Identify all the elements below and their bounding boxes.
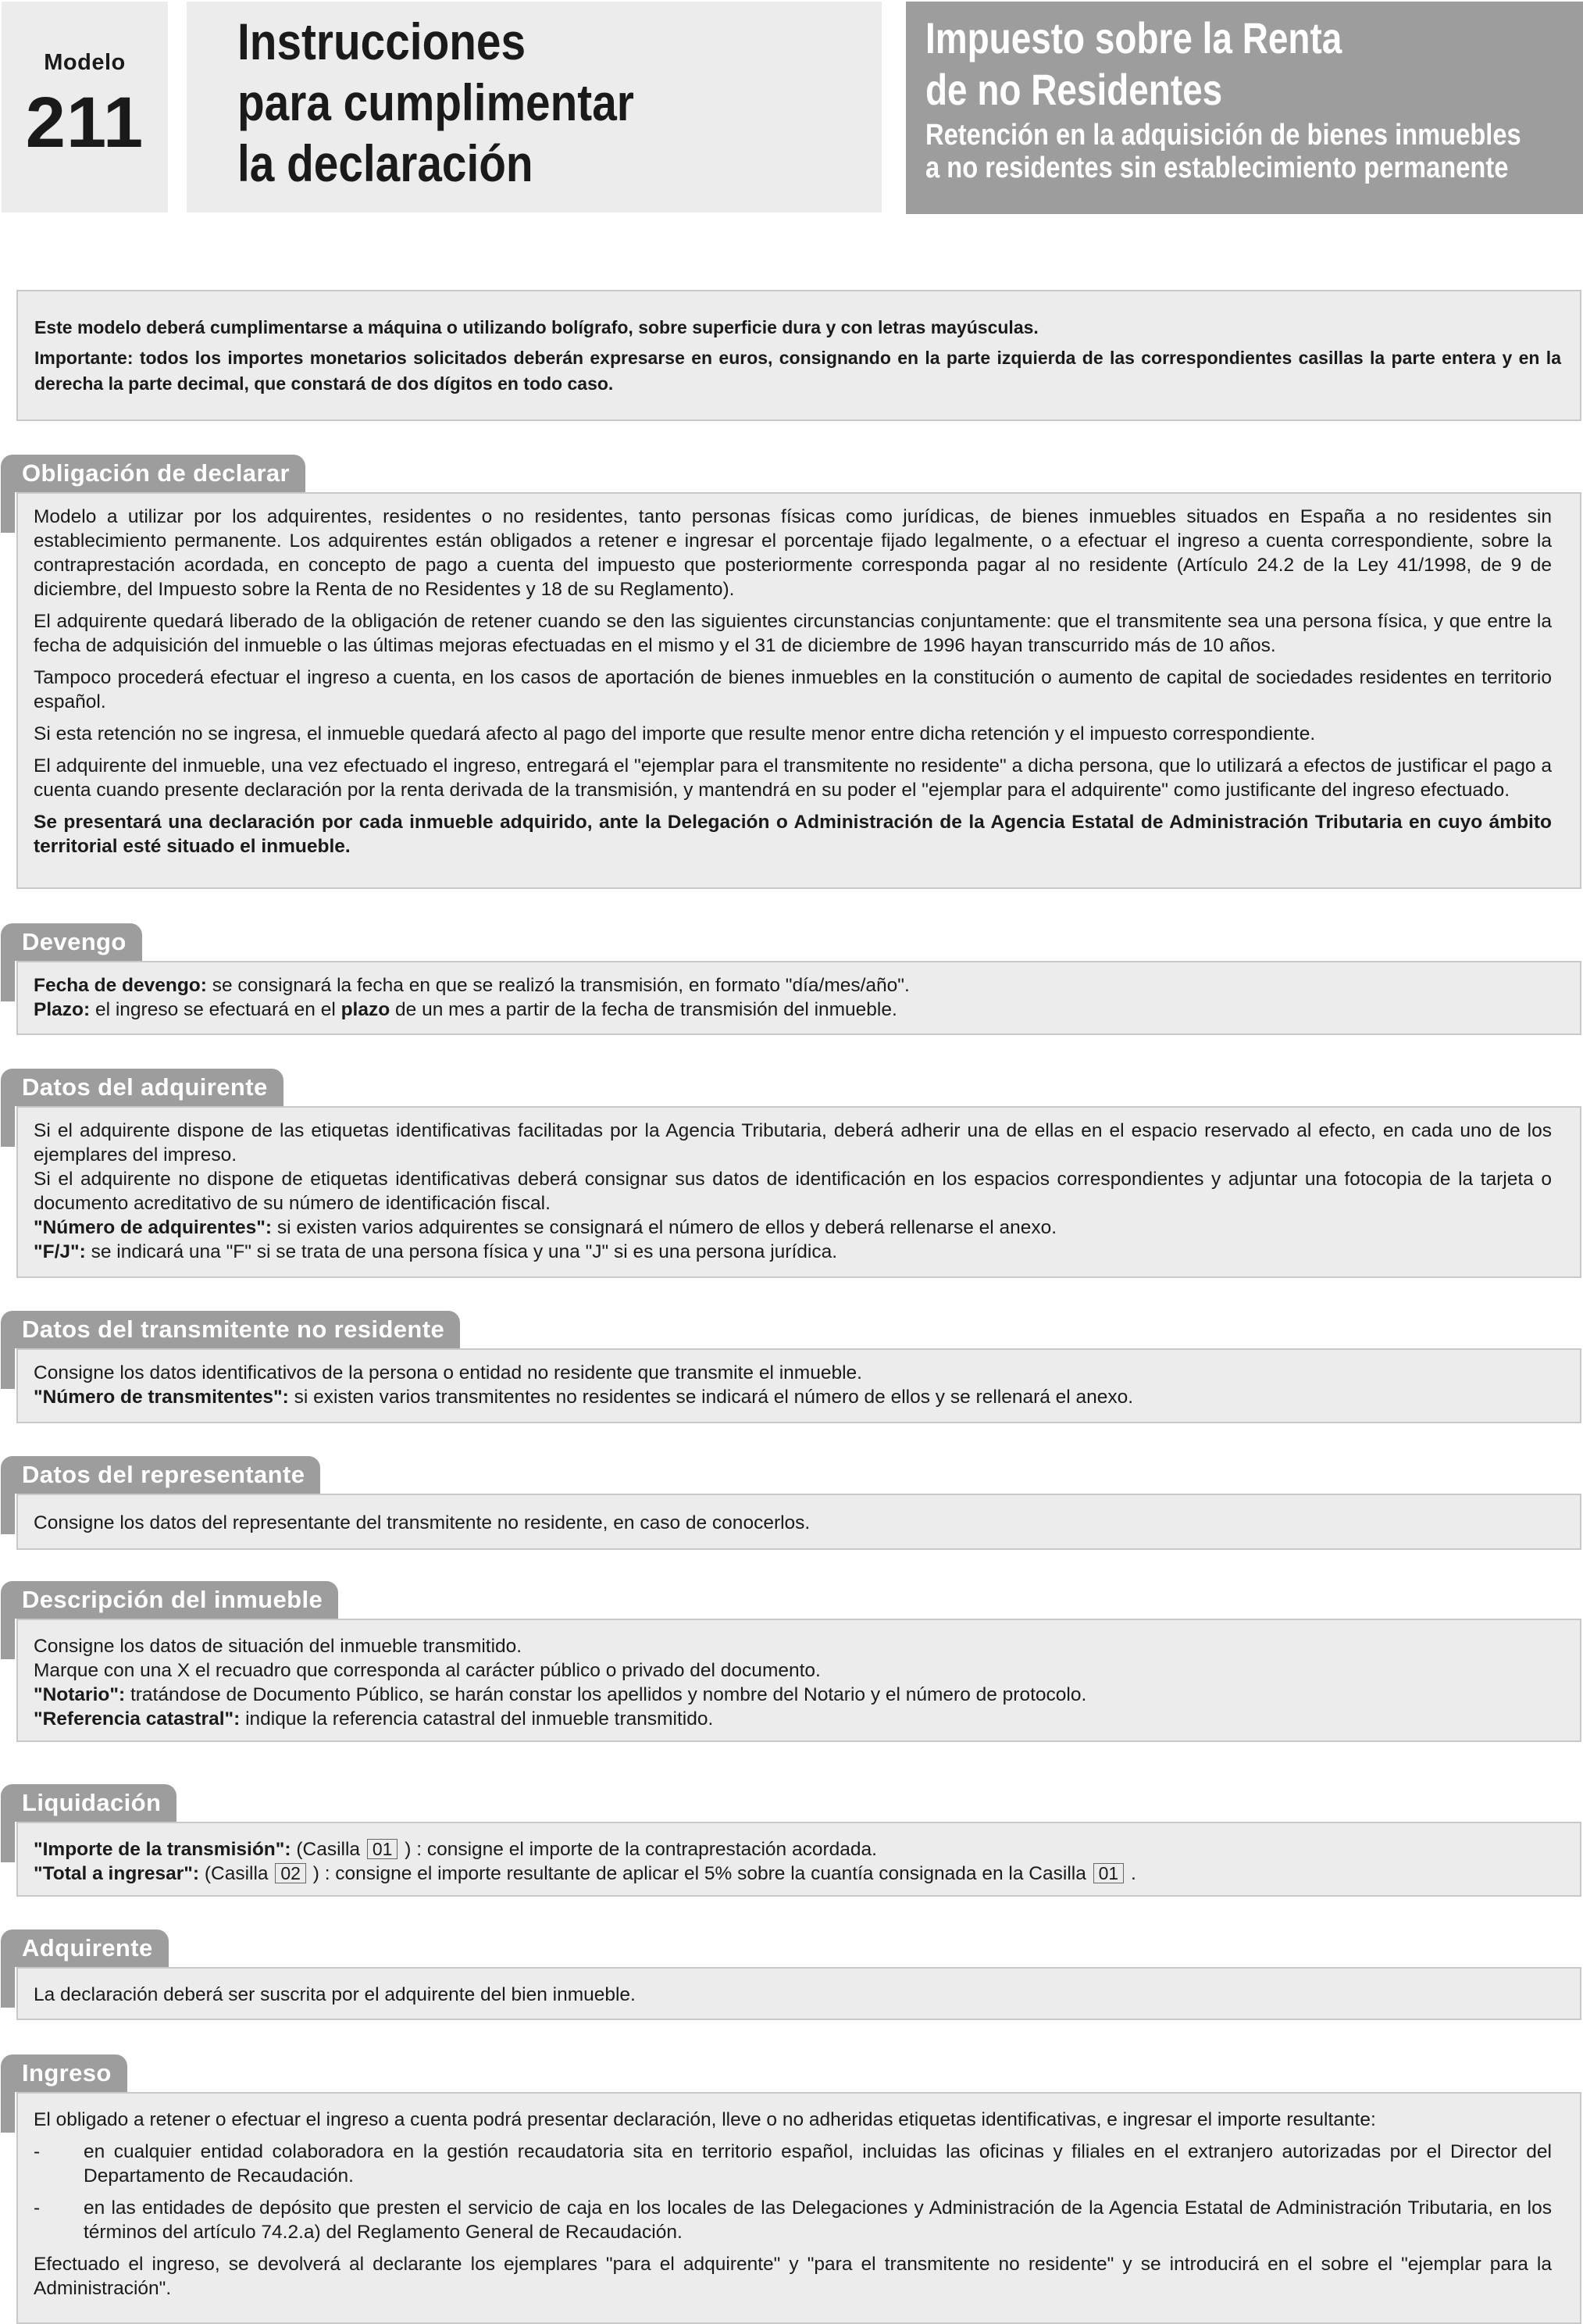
section-body-transmitente	[16, 1348, 1581, 1423]
devengo-plazo-line	[34, 998, 1552, 1022]
inmueble-paragraph-1: Consigne los datos de situación del inmueble transmitido.	[34, 1636, 522, 1657]
ingreso-list-item-1	[34, 2140, 1552, 2188]
section-title-liquidacion: Liquidación	[1, 1784, 176, 1822]
section-title-obligacion: Obligación de declarar	[1, 455, 305, 492]
liquidacion-total-pre: (Casilla	[199, 1863, 274, 1884]
liquidacion-importe-post: ) : consigne el importe de la contraprestación acordada.	[399, 1839, 877, 1860]
section-title-inmueble: Descripción del inmueble	[1, 1581, 338, 1619]
instructions-title-line-1: Instrucciones	[237, 12, 526, 70]
liquidacion-total-label: "Total a ingresar":	[34, 1863, 200, 1884]
section-body-ingreso	[16, 2092, 1581, 2324]
section-spine	[1, 2086, 15, 2133]
obligacion-paragraph-1: Modelo a utilizar por los adquirentes, residentes o no residentes, tanto personas físicas como jurídicas, de bienes inmuebles situados en España a no residentes sin establecimiento permanente. Los adquirentes están obligados a retener e ingresar el porcentaje fijado legalmente, o a efectuar el ingreso a cuenta correspondiente, sobre la contraprestación acordada, en concepto de pago a cuenta del impuesto que posteriormente corresponda pagar al no residente (Artículo 24.2 de la Ley 41/1998, de 9 de diciembre, del Impuesto sobre la Renta de no Residentes y 18 de su Reglamento).	[34, 506, 1552, 600]
adquirente-fj-line	[34, 1240, 1552, 1264]
obligacion-paragraph-4: Si esta retención no se ingresa, el inmueble quedará afecto al pago del importe que resulte menor entre dicha retención y el impuesto correspondiente.	[34, 723, 1316, 744]
liquidacion-importe-label: "Importe de la transmisión":	[34, 1839, 291, 1860]
obligacion-paragraph-3: Tampoco procederá efectuar el ingreso a cuenta, en los casos de aportación de bienes inmuebles en la constitución o aumento de capital de sociedades residentes en territorio español.	[34, 667, 1552, 712]
section-title-devengo: Devengo	[1, 923, 142, 961]
section-body-inmueble	[16, 1619, 1581, 1742]
casilla-01-box: 01	[367, 1839, 398, 1859]
transmitente-numero-line	[34, 1385, 1552, 1409]
adquirente-numero-line	[34, 1216, 1552, 1240]
note-paragraph-1: Este modelo deberá cumplimentarse a máquina o utilizando bolígrafo, sobre superficie dura y con letras mayúsculas.	[34, 317, 1039, 337]
section-body-adquirente-firma	[16, 1967, 1581, 2020]
tax-subtitle-line-2: a no residentes sin establecimiento permanente	[925, 152, 1509, 184]
section-spine	[1, 1100, 15, 1147]
ingreso-list-item-2	[34, 2196, 1552, 2244]
transmitente-paragraph-1: Consigne los datos identificativos de la persona o entidad no residente que transmite el inmueble.	[34, 1362, 862, 1383]
devengo-fecha-line	[34, 973, 1552, 998]
inmueble-notario-label: "Notario":	[34, 1684, 126, 1705]
devengo-plazo-label: Plazo:	[34, 999, 91, 1020]
inmueble-notario-line	[34, 1683, 1552, 1707]
section-body-obligacion	[16, 492, 1581, 889]
devengo-fecha-label: Fecha de devengo:	[34, 975, 207, 996]
tax-title-line-2: de no Residentes	[925, 65, 1223, 114]
transmitente-numero-text: si existen varios transmitentes no residentes se indicará el número de ellos y se rellenará el anexo.	[288, 1387, 1134, 1408]
section-spine	[1, 1342, 15, 1389]
section-spine	[1, 1612, 15, 1659]
section-body-representante	[16, 1494, 1581, 1550]
ingreso-item-2-text: en las entidades de depósito que presten el servicio de caja en los locales de las Delegaciones y Administración de la Agencia Estatal de Administración Tributaria, en los términos del artículo 74.2.a) del Reglamento General de Recaudación.	[84, 2197, 1552, 2243]
obligacion-paragraph-6: Se presentará una declaración por cada inmueble adquirido, ante la Delegación o Administración de la Agencia Estatal de Administración Tributaria en cuyo ámbito territorial esté situado el inmueble.	[34, 812, 1552, 857]
liquidacion-total-mid: ) : consigne el importe resultante de aplicar el 5% sobre la cuantía consignada en la Casilla	[307, 1863, 1092, 1884]
inmueble-paragraph-2: Marque con una X el recuadro que corresponda al carácter público o privado del documento.	[34, 1660, 821, 1681]
section-title-adquirente-datos: Datos del adquirente	[1, 1069, 283, 1106]
ingreso-closing: Efectuado el ingreso, se devolverá al declarante los ejemplares "para el adquirente" y "para el transmitente no residente" y se introducirá en el sobre el "ejemplar para la Administración".	[34, 2254, 1552, 2299]
section-body-liquidacion	[16, 1822, 1581, 1897]
liquidacion-total-line	[34, 1862, 1552, 1886]
obligacion-paragraph-2: El adquirente quedará liberado de la obligación de retener cuando se den las siguientes circunstancias conjuntamente: que el transmitente sea una persona física, y que entre la fecha de adquisición del inmueble o las últimas mejoras efectuadas en el mismo y el 31 de diciembre de 1996 hayan transcurrido más de 10 años.	[34, 611, 1552, 656]
model-box	[2, 2, 168, 212]
inmueble-referencia-label: "Referencia catastral":	[34, 1708, 241, 1730]
adquirente-numero-text: si existen varios adquirentes se consignará el número de ellos y deberá rellenarse el anexo.	[272, 1217, 1057, 1238]
section-title-transmitente: Datos del transmitente no residente	[1, 1311, 460, 1348]
devengo-plazo-text-a: el ingreso se efectuará en el	[90, 999, 341, 1020]
liquidacion-total-post: .	[1125, 1863, 1136, 1884]
adquirente-datos-paragraph-1: Si el adquirente dispone de las etiquetas identificativas facilitadas por la Agencia Tributaria, deberá adherir una de ellas en el espacio reservado al efecto, en cada uno de los ejemplares del impreso.	[34, 1120, 1552, 1166]
model-number: 211	[25, 83, 144, 162]
inmueble-notario-text: tratándose de Documento Público, se harán constar los apellidos y nombre del Notario y el número de protocolo.	[125, 1684, 1087, 1705]
ingreso-intro: El obligado a retener o efectuar el ingreso a cuenta podrá presentar declaración, lleve o no adheridas etiquetas identificativas, e ingresar el importe resultante:	[34, 2109, 1376, 2130]
adquirente-fj-label: "F/J":	[34, 1241, 86, 1262]
instructions-title-line-3: la declaración	[237, 134, 533, 192]
inmueble-referencia-line	[34, 1707, 1552, 1731]
section-spine	[1, 1487, 15, 1534]
section-spine	[1, 955, 15, 1001]
obligacion-paragraph-5: El adquirente del inmueble, una vez efectuado el ingreso, entregará el "ejemplar para el transmitente no residente" a dicha persona, que lo utilizará a efectos de justificar el pago a cuenta cuando presente declaración por la renta derivada de la transmisión, y mantendrá en su poder el "ejemplar para el adquirente" como justificante del ingreso efectuado.	[34, 755, 1552, 801]
transmitente-numero-label: "Número de transmitentes":	[34, 1387, 289, 1408]
liquidacion-importe-line	[34, 1837, 1552, 1862]
section-title-adquirente-firma: Adquirente	[1, 1930, 169, 1967]
inmueble-referencia-text: indique la referencia catastral del inmueble transmitido.	[240, 1708, 714, 1730]
note-paragraph-2: Importante: todos los importes monetarios solicitados deberán expresarse en euros, consignando en la parte izquierda de las correspondientes casillas la parte entera y en la derecha la parte decimal, que constará de dos dígitos en todo caso.	[34, 348, 1561, 394]
instructions-title-line-2: para cumplimentar	[237, 73, 634, 131]
instructions-title-box	[187, 2, 882, 212]
ingreso-item-1-text: en cualquier entidad colaboradora en la gestión recaudatoria sita en territorio español, incluidas las oficinas y filiales en el extranjero autorizadas por el Director del Departamento de Recaudación.	[84, 2141, 1552, 2187]
casilla-02-box: 02	[275, 1863, 306, 1883]
adquirente-numero-label: "Número de adquirentes":	[34, 1217, 273, 1238]
casilla-01-box-reference: 01	[1093, 1863, 1125, 1883]
section-title-representante: Datos del representante	[1, 1456, 320, 1494]
adquirente-datos-paragraph-2: Si el adquirente no dispone de etiquetas identificativas deberá consignar sus datos de identificación en los espacios correspondientes y adjuntar una fotocopia de la tarjeta o documento acreditativo de su número de identificación fiscal.	[34, 1169, 1552, 1214]
adquirente-fj-text: se indicará una "F" si se trata de una persona física y una "J" si es una persona jurídica.	[85, 1241, 838, 1262]
section-title-ingreso: Ingreso	[1, 2054, 127, 2092]
section-spine	[1, 1815, 15, 1862]
adquirente-firma-paragraph-1: La declaración deberá ser suscrita por el adquirente del bien inmueble.	[34, 1984, 636, 2005]
tax-title-line-1: Impuesto sobre la Renta	[925, 13, 1342, 62]
section-body-adquirente-datos	[16, 1106, 1581, 1278]
section-spine	[1, 486, 15, 533]
important-note-box	[16, 290, 1581, 421]
devengo-fecha-text: se consignará la fecha en que se realizó la transmisión, en formato "día/mes/año".	[206, 975, 910, 996]
devengo-plazo-text-b: de un mes a partir de la fecha de transmisión del inmueble.	[390, 999, 897, 1020]
list-bullet: -	[34, 2141, 41, 2162]
representante-paragraph-1: Consigne los datos del representante del transmitente no residente, en caso de conocerlos.	[34, 1512, 811, 1533]
section-body-devengo	[16, 961, 1581, 1035]
section-spine	[1, 1961, 15, 2008]
list-bullet: -	[34, 2197, 41, 2219]
model-label: Modelo	[44, 50, 126, 75]
devengo-plazo-bold: plazo	[340, 999, 390, 1020]
liquidacion-importe-pre: (Casilla	[291, 1839, 365, 1860]
tax-subtitle-line-1: Retención en la adquisición de bienes inmuebles	[925, 119, 1521, 152]
tax-title-box	[906, 2, 1583, 214]
